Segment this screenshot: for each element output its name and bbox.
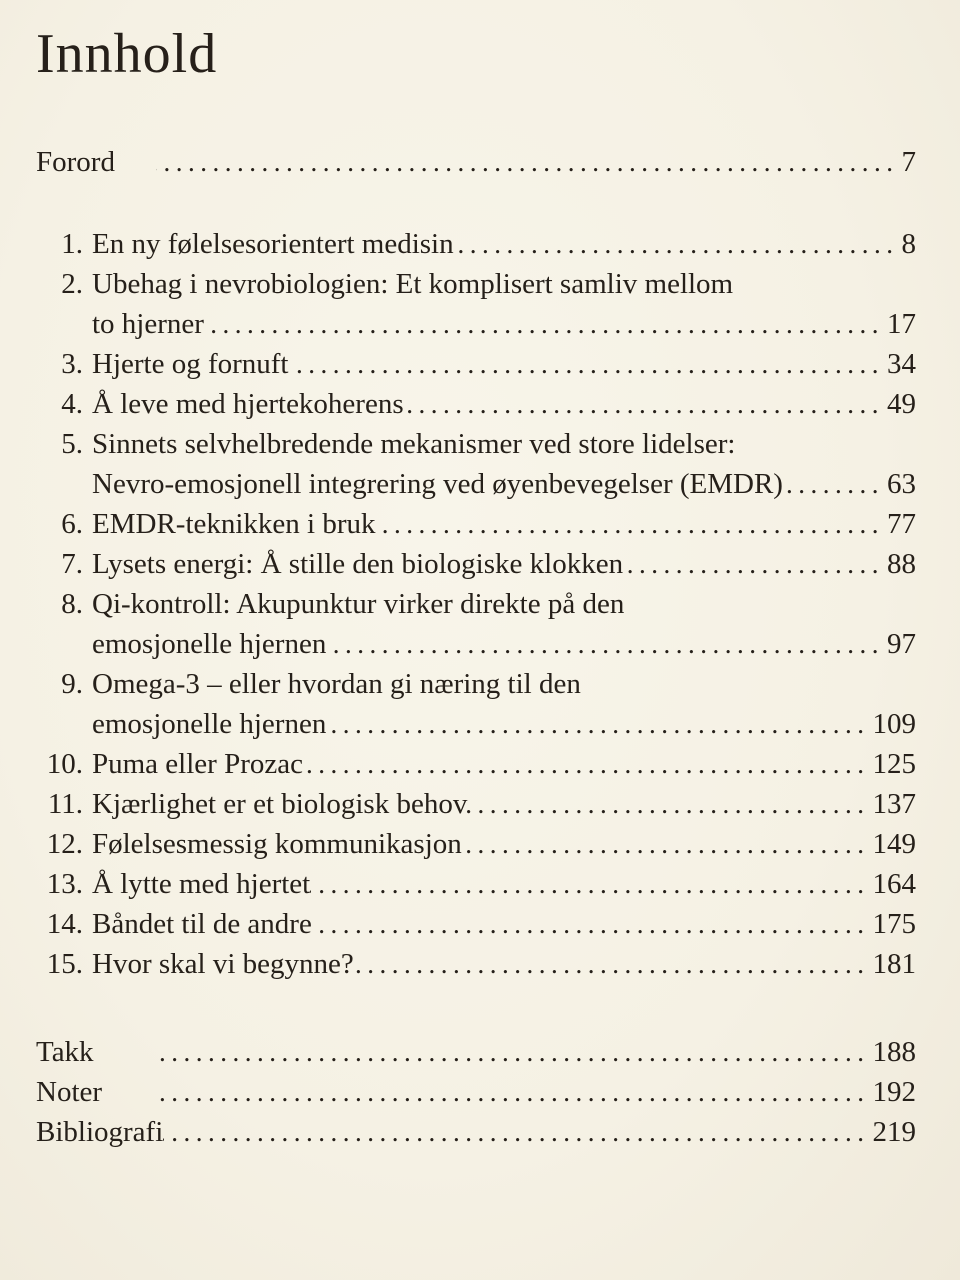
toc-line: [36, 864, 916, 904]
toc-line: [36, 624, 916, 664]
chapter-number: 13.: [46, 868, 83, 901]
entry-title: Følelsesmessig kommunikasjon: [92, 828, 462, 861]
back-matter-list: [36, 1032, 916, 1152]
toc-entry: [36, 784, 916, 824]
entry-title: emosjonelle hjernen: [92, 708, 327, 741]
page-number: 8: [901, 228, 916, 261]
dot-leader: [354, 944, 873, 984]
entry-title: Qi-kontroll: Akupunktur virker direkte på den: [92, 588, 625, 621]
toc-entry: [36, 384, 916, 424]
entry-title: Bibliografi: [36, 1116, 164, 1149]
toc-entry: [36, 344, 916, 384]
toc-line: [36, 384, 916, 424]
toc-entry: [36, 504, 916, 544]
toc-entry: [36, 904, 916, 944]
entry-title: Omega-3 – eller hvordan gi næring til den: [92, 668, 581, 701]
toc-entry: [36, 264, 916, 344]
entry-title: Puma eller Prozac: [92, 748, 303, 781]
table-of-contents: [36, 142, 916, 1152]
toc-line: [36, 424, 916, 464]
front-matter-list: [36, 142, 916, 182]
chapter-list: [36, 224, 916, 984]
page-number: 137: [872, 788, 916, 821]
page-number: 149: [872, 828, 916, 861]
dot-leader: [163, 1112, 872, 1152]
page-number: 175: [872, 908, 916, 941]
chapter-number: 8.: [61, 588, 83, 621]
entry-title: Hvor skal vi begynne?: [92, 948, 354, 981]
entry-title: to hjerner: [92, 308, 204, 341]
page-number: 164: [872, 868, 916, 901]
toc-entry: [36, 1072, 916, 1112]
toc-entry: [36, 584, 916, 664]
page-number: 181: [872, 948, 916, 981]
toc-line: [36, 1032, 916, 1072]
entry-title: Noter: [36, 1076, 103, 1109]
page-number: 34: [887, 348, 916, 381]
toc-line: [36, 142, 916, 182]
page-number: 188: [872, 1036, 916, 1069]
entry-title: Kjærlighet er et biologisk behov: [92, 788, 468, 821]
toc-line: [36, 544, 916, 584]
entry-title: Å lytte med hjertet: [92, 868, 311, 901]
chapter-number: 14.: [46, 908, 83, 941]
toc-line: [36, 664, 916, 704]
dot-leader: [467, 784, 872, 824]
toc-entry: [36, 544, 916, 584]
chapter-number: 12.: [46, 828, 83, 861]
dot-leader: [376, 504, 887, 544]
chapter-number: 4.: [61, 388, 83, 421]
page-number: 109: [872, 708, 916, 741]
toc-entry: [36, 664, 916, 744]
entry-title: emosjonelle hjernen: [92, 628, 327, 661]
toc-entry: [36, 1032, 916, 1072]
chapter-number: 15.: [46, 948, 83, 981]
toc-line: [36, 584, 916, 624]
entry-title: En ny følelsesorientert medisin: [92, 228, 454, 261]
entry-title: Båndet til de andre: [92, 908, 312, 941]
dot-leader: [623, 544, 887, 584]
page-number: 49: [887, 388, 916, 421]
page-number: 17: [887, 308, 916, 341]
toc-line: [36, 304, 916, 344]
page-number: 63: [887, 468, 916, 501]
toc-line: [36, 464, 916, 504]
entry-title: Lysets energi: Å stille den biologiske klokken: [92, 548, 624, 581]
page-number: 219: [872, 1116, 916, 1149]
chapter-number: 3.: [61, 348, 83, 381]
chapter-number: 10.: [46, 748, 83, 781]
dot-leader: [156, 1032, 873, 1072]
dot-leader: [326, 624, 887, 664]
toc-entry: [36, 744, 916, 784]
dot-leader: [326, 704, 872, 744]
entry-title: Takk: [36, 1036, 94, 1069]
chapter-number: 5.: [61, 428, 83, 461]
page-number: 97: [887, 628, 916, 661]
toc-line: [36, 704, 916, 744]
dot-leader: [783, 464, 887, 504]
toc-line: [36, 264, 916, 304]
entry-title: Å leve med hjertekoherens: [92, 388, 404, 421]
toc-line: [36, 504, 916, 544]
toc-entry: [36, 424, 916, 504]
toc-line: [36, 944, 916, 984]
toc-line: [36, 744, 916, 784]
entry-title: Forord: [36, 146, 115, 179]
dot-leader: [312, 904, 873, 944]
toc-line: [36, 904, 916, 944]
chapter-number: 11.: [47, 788, 83, 821]
toc-line: [36, 824, 916, 864]
toc-entry: [36, 1112, 916, 1152]
entry-title: Nevro-emosjonell integrering ved øyenbevegelser (EMDR): [92, 468, 783, 501]
chapter-number: 1.: [61, 228, 83, 261]
toc-line: [36, 224, 916, 264]
entry-title: Hjerte og fornuft: [92, 348, 289, 381]
dot-leader: [156, 142, 902, 182]
toc-entry: [36, 944, 916, 984]
dot-leader: [204, 304, 887, 344]
entry-title: Ubehag i nevrobiologien: Et komplisert samliv mellom: [92, 268, 734, 301]
entry-title: EMDR-teknikken i bruk: [92, 508, 376, 541]
toc-line: [36, 784, 916, 824]
chapter-number: 2.: [61, 268, 83, 301]
toc-line: [36, 1072, 916, 1112]
page-number: 77: [887, 508, 916, 541]
toc-entry: [36, 864, 916, 904]
dot-leader: [310, 864, 872, 904]
chapter-number: 7.: [61, 548, 83, 581]
page-number: 192: [872, 1076, 916, 1109]
toc-entry: [36, 824, 916, 864]
dot-leader: [404, 384, 887, 424]
page-number: 7: [901, 146, 916, 179]
dot-leader: [454, 224, 902, 264]
entry-title: Sinnets selvhelbredende mekanismer ved store lidelser:: [92, 428, 736, 461]
page-title: Innhold: [36, 23, 218, 85]
toc-line: [36, 344, 916, 384]
chapter-number: 9.: [61, 668, 83, 701]
dot-leader: [303, 744, 873, 784]
page-number: 125: [872, 748, 916, 781]
dot-leader: [462, 824, 873, 864]
dot-leader: [156, 1072, 873, 1112]
toc-entry: [36, 224, 916, 264]
page-number: 88: [887, 548, 916, 581]
toc-line: [36, 1112, 916, 1152]
dot-leader: [289, 344, 888, 384]
chapter-number: 6.: [61, 508, 83, 541]
toc-entry: [36, 142, 916, 182]
